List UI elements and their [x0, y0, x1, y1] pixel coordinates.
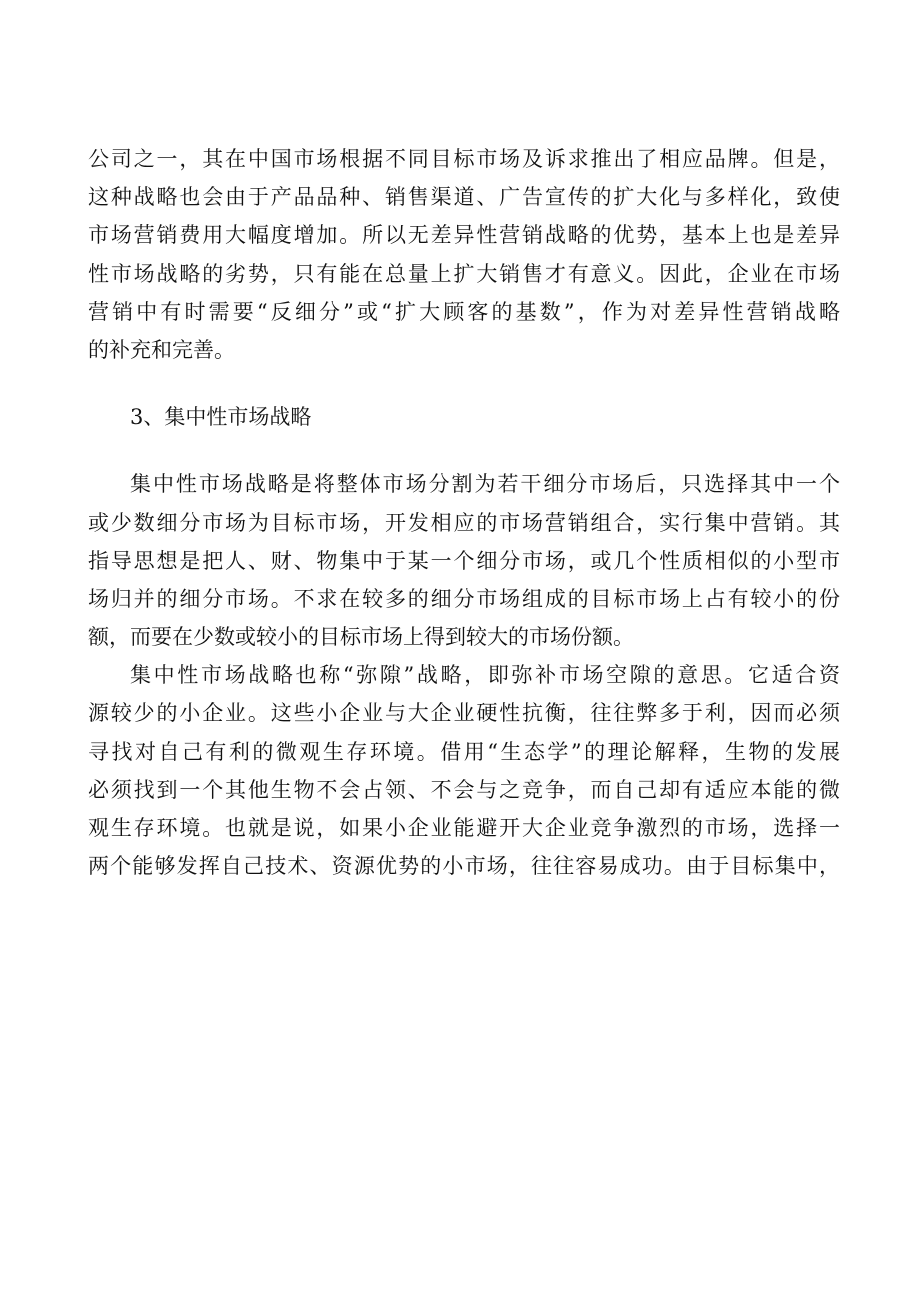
paragraph-1	[88, 140, 840, 369]
text-line: 的补充和完善。	[88, 337, 235, 362]
paragraph-3	[88, 656, 840, 885]
heading-text: 3、集中性市场战略	[130, 405, 312, 430]
text-line: 集中性市场战略也称“弥隙”战略，即弥补市场空隙的意思。它适合资	[130, 663, 840, 688]
paragraph-2	[88, 465, 840, 656]
text-line: 或少数细分市场为目标市场，开发相应的市场营销组合，实行集中营销。其	[88, 510, 840, 535]
text-line: 场归并的细分市场。不求在较多的细分市场组成的目标市场上占有较小的份	[88, 586, 840, 611]
section-heading	[88, 398, 840, 436]
text-line: 两个能够发挥自己技术、资源优势的小市场，往往容易成功。由于目标集中，	[88, 854, 840, 879]
text-line: 寻找对自己有利的微观生存环境。借用“生态学”的理论解释，生物的发展	[88, 739, 840, 764]
text-line: 这种战略也会由于产品品种、销售渠道、广告宣传的扩大化与多样化，致使	[88, 185, 840, 210]
text-line: 观生存环境。也就是说，如果小企业能避开大企业竞争激烈的市场，选择一	[88, 816, 840, 840]
text-line: 指导思想是把人、财、物集中于某一个细分市场，或几个性质相似的小型市	[88, 548, 840, 573]
paragraph-gap	[88, 369, 840, 398]
text-line: 额，而要在少数或较小的目标市场上得到较大的市场份额。	[88, 625, 634, 650]
document-body	[88, 140, 840, 885]
text-line: 性市场战略的劣势，只有能在总量上扩大销售才有意义。因此，企业在市场	[88, 261, 840, 286]
text-line: 公司之一，其在中国市场根据不同目标市场及诉求推出了相应品牌。但是，	[88, 147, 840, 171]
text-line: 营销中有时需要“反细分”或“扩大顾客的基数”，作为对差异性营销战略	[88, 299, 840, 324]
text-line: 必须找到一个其他生物不会占领、不会与之竞争，而自己却有适应本能的微	[88, 777, 840, 802]
paragraph-gap	[88, 436, 840, 465]
text-line: 市场营销费用大幅度增加。所以无差异性营销战略的优势，基本上也是差异	[88, 223, 840, 248]
text-line: 集中性市场战略是将整体市场分割为若干细分市场后，只选择其中一个	[130, 472, 840, 497]
text-line: 源较少的小企业。这些小企业与大企业硬性抗衡，往往弊多于利，因而必须	[88, 701, 840, 726]
